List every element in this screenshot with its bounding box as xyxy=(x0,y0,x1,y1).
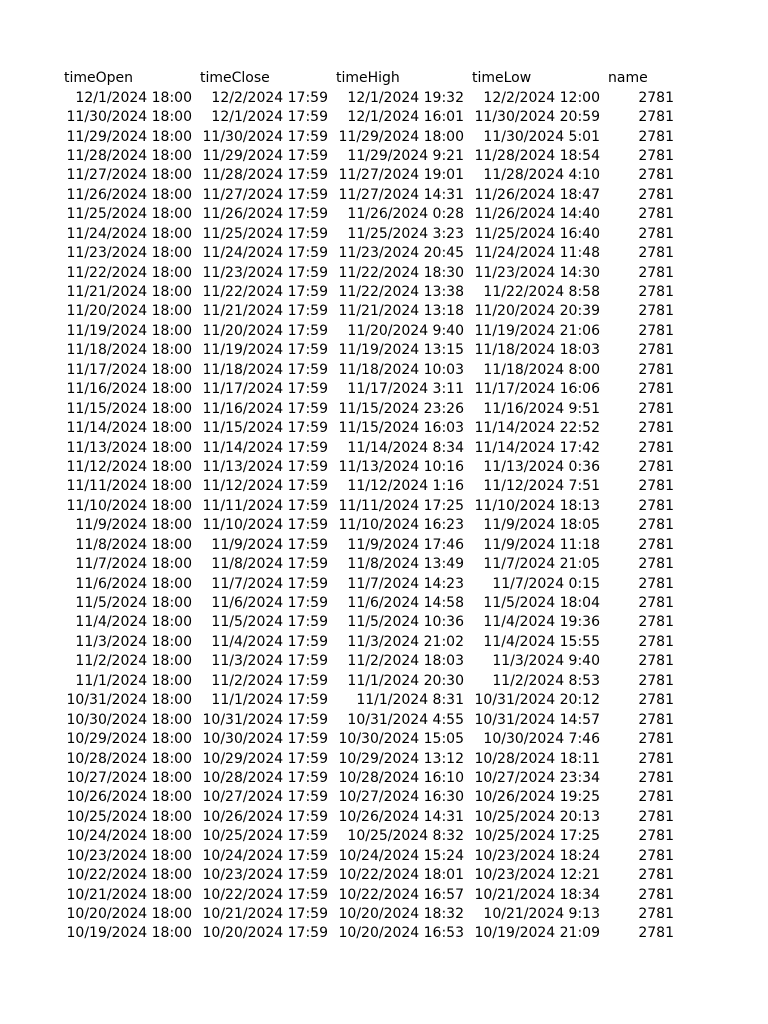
time-close-cell: 11/25/2024 17:59 xyxy=(202,225,328,242)
name-cell: 2781 xyxy=(638,925,674,942)
time-open-cell: 11/16/2024 18:00 xyxy=(66,381,192,398)
time-close-cell: 11/12/2024 17:59 xyxy=(202,478,328,495)
table-row xyxy=(60,924,678,943)
time-close-cell: 10/20/2024 17:59 xyxy=(202,925,328,942)
name-cell: 2781 xyxy=(638,186,674,203)
name-cell: 2781 xyxy=(638,750,674,767)
time-close-cell: 11/18/2024 17:59 xyxy=(202,361,328,378)
time-open-cell: 10/29/2024 18:00 xyxy=(66,731,192,748)
table-row xyxy=(60,555,678,574)
name-cell: 2781 xyxy=(638,420,674,437)
time-open-cell: 11/22/2024 18:00 xyxy=(66,264,192,281)
time-low-cell: 10/21/2024 18:34 xyxy=(474,886,600,903)
name-cell: 2781 xyxy=(638,828,674,845)
time-low-cell: 10/31/2024 20:12 xyxy=(474,692,600,709)
name-cell: 2781 xyxy=(638,361,674,378)
time-open-cell: 11/1/2024 18:00 xyxy=(75,672,192,689)
table-row xyxy=(60,477,678,496)
time-close-cell: 10/21/2024 17:59 xyxy=(202,906,328,923)
time-open-cell: 12/1/2024 18:00 xyxy=(75,89,192,106)
time-high-cell: 11/10/2024 16:23 xyxy=(338,517,464,534)
time-low-cell: 11/14/2024 17:42 xyxy=(474,439,600,456)
table-row xyxy=(60,749,678,768)
time-open-cell: 11/25/2024 18:00 xyxy=(66,206,192,223)
time-open-cell: 11/27/2024 18:00 xyxy=(66,167,192,184)
column-header-time-close: timeClose xyxy=(200,70,270,87)
time-high-cell: 11/11/2024 17:25 xyxy=(338,497,464,514)
time-open-cell: 11/12/2024 18:00 xyxy=(66,458,192,475)
time-low-cell: 11/4/2024 15:55 xyxy=(483,633,600,650)
name-cell: 2781 xyxy=(638,711,674,728)
name-cell: 2781 xyxy=(638,225,674,242)
time-open-cell: 11/13/2024 18:00 xyxy=(66,439,192,456)
time-open-cell: 11/14/2024 18:00 xyxy=(66,420,192,437)
time-low-cell: 10/26/2024 19:25 xyxy=(474,789,600,806)
time-high-cell: 10/30/2024 15:05 xyxy=(338,731,464,748)
time-close-cell: 11/4/2024 17:59 xyxy=(211,633,328,650)
name-cell: 2781 xyxy=(638,536,674,553)
table-row xyxy=(60,497,678,516)
name-cell: 2781 xyxy=(638,672,674,689)
time-high-cell: 11/22/2024 18:30 xyxy=(338,264,464,281)
time-low-cell: 11/30/2024 20:59 xyxy=(474,109,600,126)
time-open-cell: 11/28/2024 18:00 xyxy=(66,147,192,164)
time-low-cell: 11/25/2024 16:40 xyxy=(474,225,600,242)
table-row xyxy=(60,808,678,827)
table-row xyxy=(60,536,678,555)
time-open-cell: 10/22/2024 18:00 xyxy=(66,867,192,884)
time-high-cell: 11/3/2024 21:02 xyxy=(347,633,464,650)
time-close-cell: 10/27/2024 17:59 xyxy=(202,789,328,806)
time-close-cell: 10/23/2024 17:59 xyxy=(202,867,328,884)
time-close-cell: 10/25/2024 17:59 xyxy=(202,828,328,845)
time-close-cell: 10/24/2024 17:59 xyxy=(202,847,328,864)
table-row xyxy=(60,613,678,632)
name-cell: 2781 xyxy=(638,322,674,339)
time-close-cell: 11/1/2024 17:59 xyxy=(211,692,328,709)
time-low-cell: 11/26/2024 14:40 xyxy=(474,206,600,223)
time-high-cell: 11/22/2024 13:38 xyxy=(338,284,464,301)
time-open-cell: 11/9/2024 18:00 xyxy=(75,517,192,534)
table-row xyxy=(60,905,678,924)
table-row xyxy=(60,399,678,418)
table-row xyxy=(60,361,678,380)
table-row xyxy=(60,458,678,477)
time-high-cell: 11/25/2024 3:23 xyxy=(347,225,464,242)
time-open-cell: 11/3/2024 18:00 xyxy=(75,633,192,650)
time-high-cell: 10/25/2024 8:32 xyxy=(347,828,464,845)
time-open-cell: 11/17/2024 18:00 xyxy=(66,361,192,378)
time-close-cell: 11/6/2024 17:59 xyxy=(211,595,328,612)
table-body xyxy=(60,88,678,943)
header-row xyxy=(60,69,678,88)
time-high-cell: 10/22/2024 18:01 xyxy=(338,867,464,884)
table-row xyxy=(60,652,678,671)
time-low-cell: 11/7/2024 0:15 xyxy=(492,575,600,592)
name-cell: 2781 xyxy=(638,517,674,534)
time-close-cell: 11/9/2024 17:59 xyxy=(211,536,328,553)
table-row xyxy=(60,574,678,593)
time-high-cell: 11/8/2024 13:49 xyxy=(347,556,464,573)
time-low-cell: 10/23/2024 18:24 xyxy=(474,847,600,864)
time-open-cell: 10/19/2024 18:00 xyxy=(66,925,192,942)
time-high-cell: 11/13/2024 10:16 xyxy=(338,458,464,475)
time-high-cell: 11/7/2024 14:23 xyxy=(347,575,464,592)
time-high-cell: 11/21/2024 13:18 xyxy=(338,303,464,320)
time-high-cell: 10/24/2024 15:24 xyxy=(338,847,464,864)
time-open-cell: 11/18/2024 18:00 xyxy=(66,342,192,359)
name-cell: 2781 xyxy=(638,653,674,670)
time-high-cell: 10/28/2024 16:10 xyxy=(338,769,464,786)
time-low-cell: 11/16/2024 9:51 xyxy=(483,400,600,417)
time-low-cell: 11/2/2024 8:53 xyxy=(492,672,600,689)
name-cell: 2781 xyxy=(638,167,674,184)
name-cell: 2781 xyxy=(638,692,674,709)
table-row xyxy=(60,263,678,282)
table-row xyxy=(60,710,678,729)
time-close-cell: 11/7/2024 17:59 xyxy=(211,575,328,592)
time-high-cell: 10/22/2024 16:57 xyxy=(338,886,464,903)
time-high-cell: 10/26/2024 14:31 xyxy=(338,808,464,825)
time-low-cell: 11/7/2024 21:05 xyxy=(483,556,600,573)
table-row xyxy=(60,380,678,399)
time-open-cell: 11/11/2024 18:00 xyxy=(66,478,192,495)
time-high-cell: 11/19/2024 13:15 xyxy=(338,342,464,359)
time-high-cell: 11/27/2024 19:01 xyxy=(338,167,464,184)
name-cell: 2781 xyxy=(638,147,674,164)
time-low-cell: 10/19/2024 21:09 xyxy=(474,925,600,942)
name-cell: 2781 xyxy=(638,614,674,631)
time-low-cell: 11/9/2024 11:18 xyxy=(483,536,600,553)
time-open-cell: 11/10/2024 18:00 xyxy=(66,497,192,514)
time-high-cell: 11/17/2024 3:11 xyxy=(347,381,464,398)
name-cell: 2781 xyxy=(638,731,674,748)
time-close-cell: 10/22/2024 17:59 xyxy=(202,886,328,903)
time-high-cell: 11/9/2024 17:46 xyxy=(347,536,464,553)
time-high-cell: 11/6/2024 14:58 xyxy=(347,595,464,612)
time-low-cell: 11/17/2024 16:06 xyxy=(474,381,600,398)
time-low-cell: 11/28/2024 18:54 xyxy=(474,147,600,164)
time-low-cell: 11/18/2024 8:00 xyxy=(483,361,600,378)
time-close-cell: 12/2/2024 17:59 xyxy=(211,89,328,106)
name-cell: 2781 xyxy=(638,497,674,514)
time-open-cell: 11/29/2024 18:00 xyxy=(66,128,192,145)
time-high-cell: 10/20/2024 16:53 xyxy=(338,925,464,942)
time-low-cell: 11/10/2024 18:13 xyxy=(474,497,600,514)
time-open-cell: 11/7/2024 18:00 xyxy=(75,556,192,573)
column-header-time-low: timeLow xyxy=(472,70,532,87)
time-open-cell: 11/30/2024 18:00 xyxy=(66,109,192,126)
table-row xyxy=(60,827,678,846)
time-close-cell: 11/10/2024 17:59 xyxy=(202,517,328,534)
time-close-cell: 11/21/2024 17:59 xyxy=(202,303,328,320)
time-open-cell: 10/21/2024 18:00 xyxy=(66,886,192,903)
data-table xyxy=(60,69,678,944)
time-low-cell: 10/25/2024 20:13 xyxy=(474,808,600,825)
table-row xyxy=(60,633,678,652)
time-high-cell: 11/18/2024 10:03 xyxy=(338,361,464,378)
table-row xyxy=(60,205,678,224)
name-cell: 2781 xyxy=(638,128,674,145)
table-row xyxy=(60,166,678,185)
time-open-cell: 10/25/2024 18:00 xyxy=(66,808,192,825)
time-low-cell: 11/20/2024 20:39 xyxy=(474,303,600,320)
time-open-cell: 10/20/2024 18:00 xyxy=(66,906,192,923)
time-close-cell: 10/29/2024 17:59 xyxy=(202,750,328,767)
column-header-time-open: timeOpen xyxy=(64,70,134,87)
column-header-name: name xyxy=(608,70,648,87)
time-open-cell: 10/31/2024 18:00 xyxy=(66,692,192,709)
time-low-cell: 11/18/2024 18:03 xyxy=(474,342,600,359)
table-row xyxy=(60,108,678,127)
name-cell: 2781 xyxy=(638,303,674,320)
table-row xyxy=(60,730,678,749)
table-row xyxy=(60,147,678,166)
time-low-cell: 11/9/2024 18:05 xyxy=(483,517,600,534)
time-high-cell: 11/27/2024 14:31 xyxy=(338,186,464,203)
time-open-cell: 11/19/2024 18:00 xyxy=(66,322,192,339)
time-low-cell: 11/24/2024 11:48 xyxy=(474,245,600,262)
time-low-cell: 10/30/2024 7:46 xyxy=(483,731,600,748)
time-low-cell: 11/5/2024 18:04 xyxy=(483,595,600,612)
name-cell: 2781 xyxy=(638,789,674,806)
time-open-cell: 11/24/2024 18:00 xyxy=(66,225,192,242)
time-open-cell: 11/21/2024 18:00 xyxy=(66,284,192,301)
time-close-cell: 11/22/2024 17:59 xyxy=(202,284,328,301)
name-cell: 2781 xyxy=(638,284,674,301)
time-high-cell: 11/1/2024 20:30 xyxy=(347,672,464,689)
table-row xyxy=(60,438,678,457)
name-cell: 2781 xyxy=(638,886,674,903)
time-open-cell: 11/4/2024 18:00 xyxy=(75,614,192,631)
time-low-cell: 12/2/2024 12:00 xyxy=(483,89,600,106)
time-high-cell: 11/15/2024 23:26 xyxy=(338,400,464,417)
table-row xyxy=(60,885,678,904)
time-high-cell: 11/26/2024 0:28 xyxy=(347,206,464,223)
table-row xyxy=(60,127,678,146)
time-low-cell: 11/12/2024 7:51 xyxy=(483,478,600,495)
time-open-cell: 10/24/2024 18:00 xyxy=(66,828,192,845)
time-high-cell: 10/31/2024 4:55 xyxy=(347,711,464,728)
name-cell: 2781 xyxy=(638,381,674,398)
time-low-cell: 11/3/2024 9:40 xyxy=(492,653,600,670)
name-cell: 2781 xyxy=(638,847,674,864)
time-low-cell: 11/23/2024 14:30 xyxy=(474,264,600,281)
time-close-cell: 11/14/2024 17:59 xyxy=(202,439,328,456)
table-row xyxy=(60,88,678,107)
time-close-cell: 11/30/2024 17:59 xyxy=(202,128,328,145)
time-open-cell: 10/30/2024 18:00 xyxy=(66,711,192,728)
time-close-cell: 10/31/2024 17:59 xyxy=(202,711,328,728)
time-high-cell: 12/1/2024 16:01 xyxy=(347,109,464,126)
name-cell: 2781 xyxy=(638,633,674,650)
time-open-cell: 11/20/2024 18:00 xyxy=(66,303,192,320)
time-high-cell: 11/1/2024 8:31 xyxy=(356,692,464,709)
table-row xyxy=(60,244,678,263)
table-row xyxy=(60,186,678,205)
time-close-cell: 11/29/2024 17:59 xyxy=(202,147,328,164)
time-high-cell: 11/29/2024 9:21 xyxy=(347,147,464,164)
time-close-cell: 10/28/2024 17:59 xyxy=(202,769,328,786)
time-high-cell: 10/29/2024 13:12 xyxy=(338,750,464,767)
time-close-cell: 11/13/2024 17:59 xyxy=(202,458,328,475)
time-close-cell: 12/1/2024 17:59 xyxy=(211,109,328,126)
table-row xyxy=(60,419,678,438)
name-cell: 2781 xyxy=(638,458,674,475)
time-high-cell: 11/14/2024 8:34 xyxy=(347,439,464,456)
table-row xyxy=(60,322,678,341)
time-close-cell: 11/5/2024 17:59 xyxy=(211,614,328,631)
time-high-cell: 11/5/2024 10:36 xyxy=(347,614,464,631)
time-high-cell: 12/1/2024 19:32 xyxy=(347,89,464,106)
time-low-cell: 10/31/2024 14:57 xyxy=(474,711,600,728)
time-low-cell: 11/26/2024 18:47 xyxy=(474,186,600,203)
name-cell: 2781 xyxy=(638,769,674,786)
time-low-cell: 11/19/2024 21:06 xyxy=(474,322,600,339)
name-cell: 2781 xyxy=(638,264,674,281)
time-close-cell: 11/2/2024 17:59 xyxy=(211,672,328,689)
table-row xyxy=(60,283,678,302)
time-low-cell: 11/28/2024 4:10 xyxy=(483,167,600,184)
table-row xyxy=(60,672,678,691)
name-cell: 2781 xyxy=(638,478,674,495)
time-close-cell: 11/27/2024 17:59 xyxy=(202,186,328,203)
time-open-cell: 10/27/2024 18:00 xyxy=(66,769,192,786)
time-open-cell: 11/26/2024 18:00 xyxy=(66,186,192,203)
time-open-cell: 11/5/2024 18:00 xyxy=(75,595,192,612)
time-low-cell: 11/4/2024 19:36 xyxy=(483,614,600,631)
time-open-cell: 10/23/2024 18:00 xyxy=(66,847,192,864)
time-close-cell: 11/23/2024 17:59 xyxy=(202,264,328,281)
time-low-cell: 10/23/2024 12:21 xyxy=(474,867,600,884)
name-cell: 2781 xyxy=(638,109,674,126)
name-cell: 2781 xyxy=(638,575,674,592)
table-row xyxy=(60,516,678,535)
time-high-cell: 10/20/2024 18:32 xyxy=(338,906,464,923)
name-cell: 2781 xyxy=(638,342,674,359)
name-cell: 2781 xyxy=(638,867,674,884)
name-cell: 2781 xyxy=(638,439,674,456)
time-low-cell: 10/27/2024 23:34 xyxy=(474,769,600,786)
time-open-cell: 11/15/2024 18:00 xyxy=(66,400,192,417)
time-high-cell: 10/27/2024 16:30 xyxy=(338,789,464,806)
table-row xyxy=(60,788,678,807)
time-low-cell: 11/30/2024 5:01 xyxy=(483,128,600,145)
name-cell: 2781 xyxy=(638,245,674,262)
time-close-cell: 11/17/2024 17:59 xyxy=(202,381,328,398)
name-cell: 2781 xyxy=(638,400,674,417)
time-close-cell: 11/11/2024 17:59 xyxy=(202,497,328,514)
column-header-time-high: timeHigh xyxy=(336,70,400,87)
table-row xyxy=(60,341,678,360)
time-close-cell: 11/15/2024 17:59 xyxy=(202,420,328,437)
time-low-cell: 11/14/2024 22:52 xyxy=(474,420,600,437)
time-high-cell: 11/20/2024 9:40 xyxy=(347,322,464,339)
table-row xyxy=(60,691,678,710)
time-high-cell: 11/29/2024 18:00 xyxy=(338,128,464,145)
table-row xyxy=(60,866,678,885)
time-open-cell: 10/28/2024 18:00 xyxy=(66,750,192,767)
name-cell: 2781 xyxy=(638,89,674,106)
time-open-cell: 11/6/2024 18:00 xyxy=(75,575,192,592)
time-open-cell: 11/8/2024 18:00 xyxy=(75,536,192,553)
name-cell: 2781 xyxy=(638,556,674,573)
time-close-cell: 10/30/2024 17:59 xyxy=(202,731,328,748)
time-high-cell: 11/23/2024 20:45 xyxy=(338,245,464,262)
time-low-cell: 10/21/2024 9:13 xyxy=(483,906,600,923)
time-close-cell: 11/3/2024 17:59 xyxy=(211,653,328,670)
name-cell: 2781 xyxy=(638,595,674,612)
table-row xyxy=(60,594,678,613)
time-high-cell: 11/12/2024 1:16 xyxy=(347,478,464,495)
time-open-cell: 10/26/2024 18:00 xyxy=(66,789,192,806)
time-low-cell: 11/22/2024 8:58 xyxy=(483,284,600,301)
time-close-cell: 10/26/2024 17:59 xyxy=(202,808,328,825)
name-cell: 2781 xyxy=(638,906,674,923)
table-row xyxy=(60,302,678,321)
time-close-cell: 11/24/2024 17:59 xyxy=(202,245,328,262)
time-close-cell: 11/20/2024 17:59 xyxy=(202,322,328,339)
time-high-cell: 11/15/2024 16:03 xyxy=(338,420,464,437)
time-low-cell: 10/25/2024 17:25 xyxy=(474,828,600,845)
name-cell: 2781 xyxy=(638,206,674,223)
table-row xyxy=(60,225,678,244)
time-close-cell: 11/19/2024 17:59 xyxy=(202,342,328,359)
time-close-cell: 11/28/2024 17:59 xyxy=(202,167,328,184)
time-low-cell: 11/13/2024 0:36 xyxy=(483,458,600,475)
time-close-cell: 11/8/2024 17:59 xyxy=(211,556,328,573)
time-low-cell: 10/28/2024 18:11 xyxy=(474,750,600,767)
name-cell: 2781 xyxy=(638,808,674,825)
table-row xyxy=(60,847,678,866)
time-close-cell: 11/26/2024 17:59 xyxy=(202,206,328,223)
table-row xyxy=(60,769,678,788)
time-open-cell: 11/2/2024 18:00 xyxy=(75,653,192,670)
time-close-cell: 11/16/2024 17:59 xyxy=(202,400,328,417)
time-high-cell: 11/2/2024 18:03 xyxy=(347,653,464,670)
time-open-cell: 11/23/2024 18:00 xyxy=(66,245,192,262)
